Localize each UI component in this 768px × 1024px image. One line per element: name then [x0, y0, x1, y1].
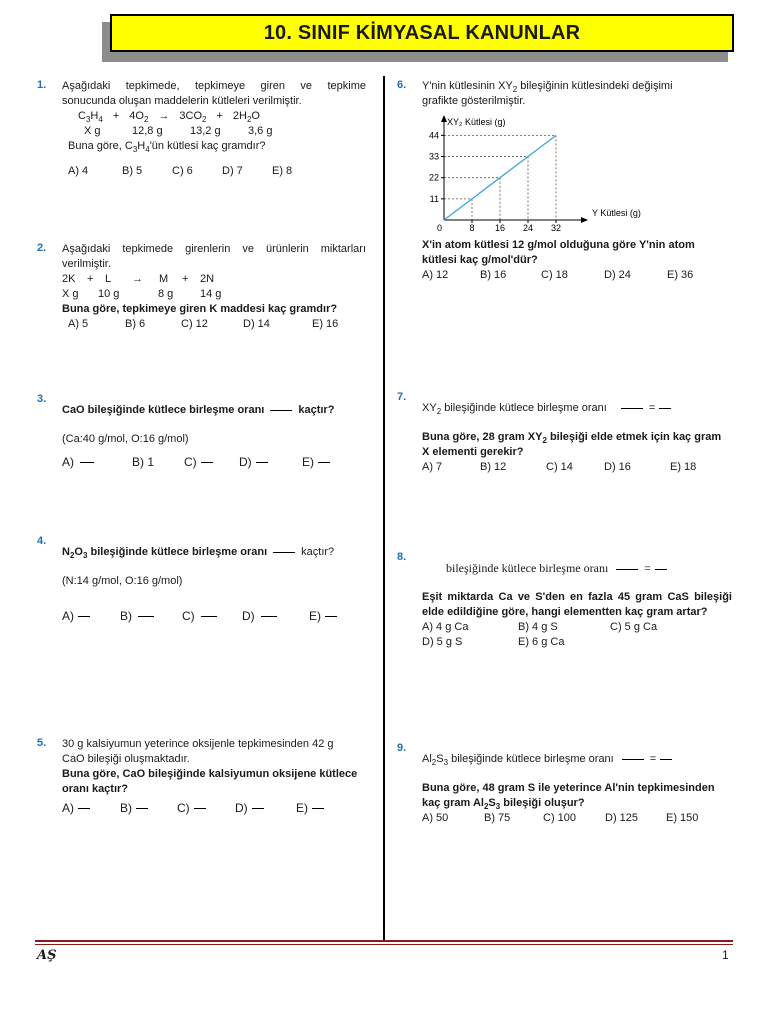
option-b[interactable]: B) — [120, 609, 182, 624]
question-number: 4. — [37, 535, 47, 547]
option-e[interactable]: E) — [309, 609, 341, 624]
plus: + — [216, 110, 223, 122]
option-a[interactable]: A) — [62, 455, 132, 470]
q7-question-line2: X elementi gerekir? — [422, 446, 524, 458]
option-b[interactable]: B) 12 — [480, 461, 507, 473]
question-number: 1. — [37, 79, 47, 91]
mass: 12,8 g — [132, 125, 163, 137]
footer-rule — [35, 944, 733, 945]
q4-question: $N_2O_3$ bileşiğinde kütlece birleşme oranı kaçtır? — [62, 546, 335, 561]
question-number: 2. — [37, 242, 47, 254]
question-4 — [62, 545, 366, 624]
option-c[interactable]: C) 14 — [546, 461, 573, 473]
option-d[interactable]: D) — [242, 609, 309, 624]
question-9 — [422, 752, 732, 826]
mass: 13,2 g — [190, 125, 221, 137]
option-e[interactable]: E) 18 — [670, 461, 697, 473]
option-e[interactable]: E) 150 — [666, 812, 699, 824]
question-8 — [422, 561, 732, 650]
q5-text-line1: 30 g kalsiyumun yeterince oksijenle tepkimesinden 42 g — [62, 738, 334, 750]
y-tick-label: 22 — [428, 172, 439, 183]
xy2-mass-chart — [416, 112, 641, 242]
q1-masses — [62, 124, 366, 139]
q1-text-line2: sonucunda oluşan maddelerin kütleleri verilmiştir. — [62, 95, 302, 107]
q4-given: (N:14 g/mol, O:16 g/mol) — [62, 575, 183, 587]
column-divider — [383, 76, 385, 940]
option-d[interactable]: D) 14 — [243, 318, 270, 330]
q7-text: $XY_2$ bileşiğinde kütlece birleşme oranı = — [422, 401, 732, 416]
plus: + — [112, 110, 120, 122]
q2-text-line1: Aşağıdaki tepkimede girenlerin ve ürünlerin miktarları — [62, 243, 366, 255]
option-d[interactable]: D) 125 — [605, 812, 639, 824]
option-e[interactable]: E) — [302, 455, 334, 470]
q2-equation: 2K + L → M + 2N — [62, 273, 215, 285]
x-tick-label: 8 — [469, 223, 475, 233]
q6-text-line2: grafikte gösterilmiştir. — [422, 95, 526, 107]
arrow: → — [158, 110, 170, 122]
q9-text: $Al_2S_3$ bileşiğinde kütlece birleşme oranı = — [422, 752, 732, 767]
q7-options — [422, 460, 732, 475]
x-axis-label: Y Kütlesi (g) — [592, 208, 641, 218]
option-b[interactable]: B) 6 — [125, 318, 146, 330]
q8-text: bileşiğinde kütlece birleşme oranı = — [446, 561, 732, 576]
option-c[interactable]: C) 5 g Ca — [610, 621, 658, 633]
q6-options — [422, 268, 732, 283]
option-c[interactable]: C) — [184, 455, 239, 470]
origin-label: 0 — [437, 223, 443, 233]
question-number: 9. — [397, 742, 407, 754]
option-a[interactable]: A) — [62, 609, 120, 624]
option-a[interactable]: A) 4 g Ca — [422, 621, 469, 633]
question-1 — [62, 79, 366, 179]
option-b[interactable]: B) 5 — [122, 165, 143, 177]
question-2 — [62, 242, 366, 332]
question-6 — [422, 79, 732, 109]
q5-question-line2: oranı kaçtır? — [62, 783, 129, 795]
option-e[interactable]: E) 36 — [667, 269, 694, 281]
option-c[interactable]: C) — [177, 801, 235, 816]
question-5 — [62, 737, 366, 816]
option-b[interactable]: B) 1 — [132, 455, 155, 469]
page-title: 10. SINIF KİMYASAL KANUNLAR — [110, 14, 734, 52]
footer-rule — [35, 940, 733, 942]
fraction-bar — [273, 552, 295, 553]
question-number: 6. — [397, 79, 407, 91]
q8-options-row1 — [422, 620, 732, 635]
q6-question-line2: kütlesi kaç g/mol'dür? — [422, 254, 538, 266]
option-d[interactable]: D) 5 g S — [422, 636, 463, 648]
y-tick-label: 44 — [428, 130, 439, 141]
option-a[interactable]: A) — [62, 801, 120, 816]
q1-equation: $C_3H_4 + 4O_2 \to 3CO_2 + 2H_2O$ — [78, 110, 260, 125]
q5-options — [62, 801, 366, 816]
q7-question-line1: Buna göre, 28 gram $XY_2$ bileşiği elde etmek için kaç gram — [422, 431, 722, 446]
option-d[interactable]: D) — [235, 801, 296, 816]
mass: 3,6 g — [248, 125, 273, 137]
y-tick-label: 33 — [428, 151, 439, 162]
q9-question-line1: Buna göre, 48 gram S ile yeterince Al'nin tepkimesinden — [422, 782, 715, 794]
y-axis-label: XY₂ Kütlesi (g) — [447, 117, 506, 127]
option-d[interactable]: D) 24 — [604, 269, 631, 281]
page-number: 1 — [722, 948, 729, 962]
q5-text-line2: CaO bileşiği oluşmaktadır. — [62, 753, 190, 765]
option-e[interactable]: E) 16 — [312, 318, 339, 330]
option-c[interactable]: C) — [182, 609, 242, 624]
x-tick-label: 16 — [494, 223, 506, 233]
option-d[interactable]: D) 7 — [222, 165, 243, 177]
question-6-ask — [422, 238, 732, 283]
question-number: 8. — [397, 551, 407, 563]
option-a[interactable]: A) 7 — [422, 461, 443, 473]
question-number: 7. — [397, 391, 407, 403]
option-a[interactable]: A) 50 — [422, 812, 449, 824]
q8-question-line2: elde edildiğine göre, hangi elementten kaç gram artar? — [422, 606, 708, 618]
x-tick-label: 32 — [550, 223, 562, 233]
q8-options-row2 — [422, 635, 732, 650]
question-7 — [422, 401, 732, 475]
q8-question-line1: Eşit miktarda Ca ve S'den en fazla 45 gram CaS bileşiği — [422, 591, 732, 603]
option-e[interactable]: E) 6 g Ca — [518, 636, 565, 648]
option-a[interactable]: A) 5 — [68, 318, 89, 330]
option-b[interactable]: B) 16 — [480, 269, 507, 281]
q5-question-line1: Buna göre, CaO bileşiğinde kalsiyumun oksijene kütlece — [62, 768, 358, 780]
option-d[interactable]: D) — [239, 455, 302, 470]
x-axis-arrow — [581, 217, 588, 223]
author-signature: AŞ — [37, 948, 57, 963]
y-tick-label: 11 — [429, 193, 439, 204]
question-number: 5. — [37, 737, 47, 749]
option-c[interactable]: C) 12 — [181, 318, 208, 330]
q1-text-line1: Aşağıdaki tepkimede, tepkimeye giren ve tepkime — [62, 80, 366, 92]
q1-question: Buna göre, $C_3H_4'ün$ kütlesi kaç gramdır? — [68, 140, 266, 155]
option-e[interactable]: E) — [296, 801, 328, 816]
q2-question: Buna göre, tepkimeye giren K maddesi kaç gramdır? — [62, 303, 338, 315]
q3-given: (Ca:40 g/mol, O:16 g/mol) — [62, 433, 189, 445]
option-b[interactable]: B) 75 — [484, 812, 511, 824]
option-c[interactable]: C) 100 — [543, 812, 577, 824]
q2-masses: X g 10 g 8 g 14 g — [62, 288, 222, 300]
option-e[interactable]: E) 8 — [272, 165, 293, 177]
option-b[interactable]: B) 4 g S — [518, 621, 558, 633]
option-c[interactable]: C) 6 — [172, 165, 193, 177]
option-d[interactable]: D) 16 — [604, 461, 631, 473]
q2-text-line2: verilmiştir. — [62, 258, 111, 270]
q6-text-line1: Y'nin kütlesinin $XY_2$ bileşiğinin kütlesindeki değişimi — [422, 80, 673, 95]
option-a[interactable]: A) 4 — [68, 165, 89, 177]
question-3 — [62, 403, 366, 470]
q3-question: CaO bileşiğinde kütlece birleşme oranı kaçtır? — [62, 404, 335, 416]
option-a[interactable]: A) 12 — [422, 269, 449, 281]
q9-options — [422, 811, 732, 826]
option-c[interactable]: C) 18 — [541, 269, 568, 281]
q6-question-line1: X'in atom kütlesi 12 g/mol olduğuna göre Y'nin atom — [422, 239, 695, 251]
mass: X g — [84, 125, 101, 137]
question-number: 3. — [37, 393, 47, 405]
q2-options — [68, 317, 366, 332]
fraction-bar — [270, 410, 292, 411]
x-tick-label: 24 — [522, 223, 534, 233]
q3-options — [62, 455, 366, 470]
option-b[interactable]: B) — [120, 801, 177, 816]
q1-options — [68, 164, 366, 179]
q4-options — [62, 609, 366, 624]
q9-question-line2: kaç gram $Al_2S_3$ bileşiği oluşur? — [422, 797, 585, 812]
